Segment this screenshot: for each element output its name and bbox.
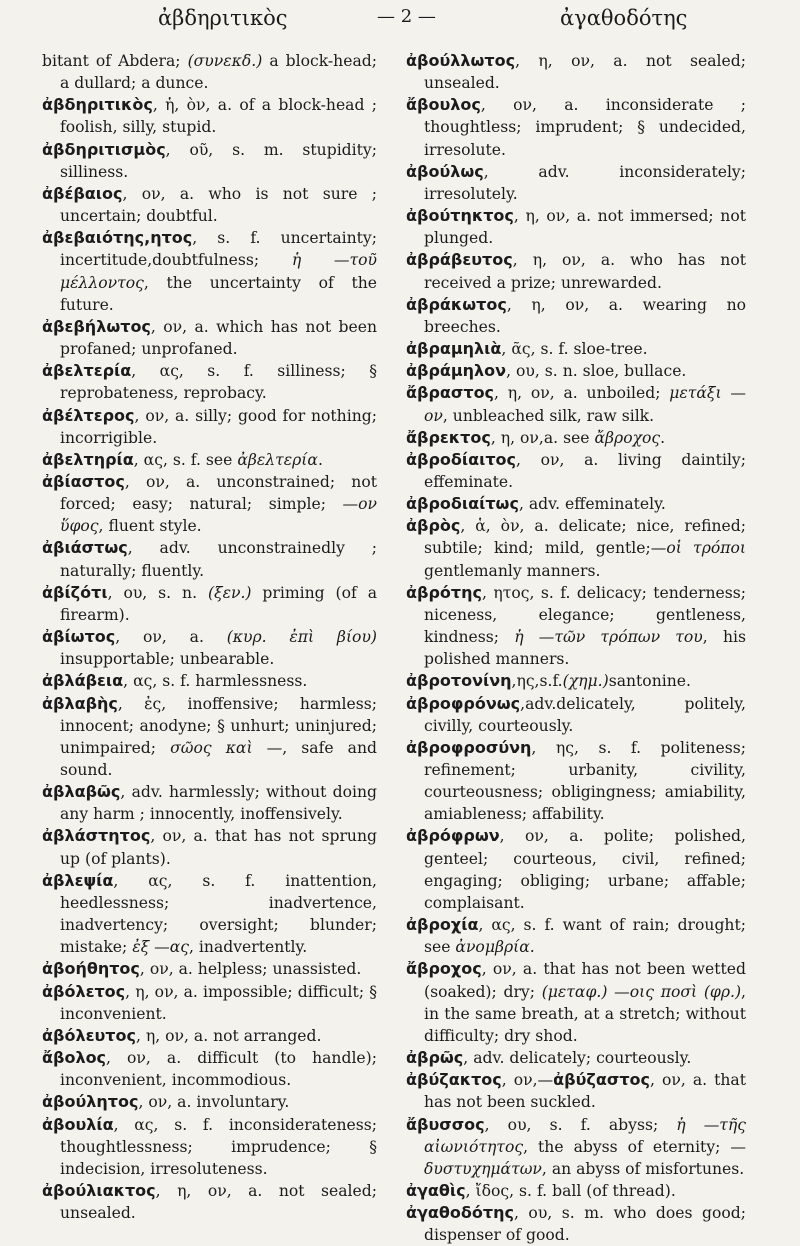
dictionary-entry: ἀβρότης, ητος, s. f. delicacy; tenderness; niceness, elegance; gentleness, kindness; ἡ —τῶν τρόπων του, his polished manners. [406,582,746,669]
dictionary-entry: ἄβουλος, ον, a. inconsiderate ; thoughtless; imprudent; § undecided, irresolute. [406,95,746,159]
dictionary-entry: ἀβιάστως, adv. unconstrainedly ; naturally; fluently. [42,538,377,580]
dictionary-entry: ἀβδηριτικὸς, ἡ, ὸν, a. of a block-head ; foolish, silly, stupid. [42,95,377,137]
dictionary-entry: ἀβίαστος, ον, a. unconstrained; not forced; easy; natural; simple; —ον ὕφος, fluent style. [42,471,377,536]
dictionary-entry: ἀβράβευτος, η, ον, a. who has not received a prize; unrewarded. [406,250,746,292]
dictionary-entry: ἀβύζακτος, ον,—ἀβύζαστος, ον, a. that has not been suckled. [406,1070,746,1112]
dictionary-entry: ἀβλαβῶς, adv. harmlessly; without doing any harm ; innocently, inoffensively. [42,782,377,824]
dictionary-entry: ἀβούτηκτος, η, ον, a. not immersed; not plunged. [406,206,746,248]
dictionary-entry: ἀβούλιακτος, η, ον, a. not sealed; unsealed. [42,1180,377,1223]
dictionary-entry: ἄβραστος, η, ον, a. unboiled; μετάξι —ον, unbleached silk, raw silk. [406,383,746,425]
dictionary-entry: ἄβροχος, ον, a. that has not been wetted (soaked); dry; (μεταφ.) —οις ποσὶ (φρ.), in the same breath, at a stretch; without difficulty; dry shod. [406,959,746,1045]
header-left-guideword: ἀβδηριτικὸς [158,6,288,30]
dictionary-entry: ἀβελτηρία, ας, s. f. see ἀβελτερία. [42,449,323,469]
dictionary-entry: ἀβοήθητος, ον, a. helpless; unassisted. [42,959,362,979]
dictionary-entry: ἀβροτονίνη,ης,s.f.(χημ.)santonine. [406,671,691,691]
dictionary-entry: ἀβροφρόνως,adv.delicately, politely, civilly, courteously. [406,693,746,735]
dictionary-entry: ἀβράμηλον, ου, s. n. sloe, bullace. [406,361,687,381]
dictionary-entry: ἀβράκωτος, η, ον, a. wearing no breeches. [406,294,746,336]
dictionary-entry: ἀγαθοδότης, ου, s. m. who does good; dispenser of good. [406,1203,746,1245]
dictionary-entry: ἄβυσσος, ου, s. f. abyss; ἡ —τῆς αἰωνιότητος, the abyss of eternity; —δυστυχημάτων, an abyss of misfortunes. [406,1114,746,1178]
dictionary-entry: ἄβρεκτος, η, ον,a. see ἄβροχος. [406,427,666,447]
dictionary-entry: ἀβόλετος, η, ον, a. impossible; difficult; § inconvenient. [42,981,377,1023]
dictionary-entry: ἀβραμηλιὰ, ᾶς, s. f. sloe-tree. [406,339,648,359]
dictionary-entry: ἀβροδιαίτως, adv. effeminately. [406,494,666,514]
dictionary-entry: ἀβέλτερος, ον, a. silly; good for nothing; incorrigible. [42,405,377,447]
page-header [0,6,800,36]
left-column [42,50,377,1224]
dictionary-entry: ἀβρῶς, adv. delicately; courteously. [406,1048,692,1068]
dictionary-entry: ἄβολος, ον, a. difficult (to handle); inconvenient, incommodious. [42,1048,377,1090]
header-right-guideword: ἀγαθοδότης [560,6,688,30]
dictionary-entry: ἀβδηριτισμὸς, οῦ, s. m. stupidity; silliness. [42,139,377,181]
dictionary-entry: ἀβελτερία, ας, s. f. silliness; § reprobateness, reprobacy. [42,361,377,403]
dictionary-entry: bitant of Abdera; (συνεκδ.) a block-head; a dullard; a dunce. [42,52,377,93]
dictionary-entry: ἀβεβήλωτος, ον, a. which has not been profaned; unprofaned. [42,316,377,359]
dictionary-entry: ἀβούλως, adv. inconsiderately; irresolutely. [406,161,746,203]
dictionary-entry: ἀβρόφρων, ον, a. polite; polished, genteel; courteous, civil, refined; engaging; obliging; urbane; affable; complaisant. [406,826,746,912]
dictionary-entry: ἀβλεψία, ας, s. f. inattention, heedlessness; inadvertence, inadvertency; oversight; blunder; mistake; ἐξ —ας, inadvertently. [42,870,377,957]
dictionary-entry: ἀβούλλωτος, η, ον, a. not sealed; unsealed. [406,51,746,93]
dictionary-entry: ἀβουλία, ας, s. f. inconsiderateness; thoughtlessness; imprudence; § indecision, irresoluteness. [42,1114,377,1178]
dictionary-entry: ἀβλάστητος, ον, a. that has not sprung up (of plants). [42,826,377,868]
dictionary-entry: ἀβλαβὴς, ἐς, inoffensive; harmless; innocent; anodyne; § unhurt; uninjured; unimpaired; σῶος καὶ —, safe and sound. [42,693,377,779]
dictionary-entry: ἀβλάβεια, ας, s. f. harmlessness. [42,671,308,691]
dictionary-entry: ἀβίωτος, ον, a. (κυρ. ἐπὶ βίου) insupportable; unbearable. [42,627,378,669]
dictionary-entry: ἀγαθὶς, ἴδος, s. f. ball (of thread). [406,1180,676,1200]
dictionary-entry: ἀβόλευτος, η, ον, a. not arranged. [42,1025,322,1045]
dictionary-entry: ἀβροφροσύνη, ης, s. f. politeness; refinement; urbanity, civility, courteousness; obligingness; amiability, amiableness; affability. [406,737,746,824]
dictionary-entry: ἀβέβαιος, ον, a. who is not sure ; uncertain; doubtful. [42,183,377,226]
right-column [406,50,746,1246]
dictionary-entry: ἀβούλητος, ον, a. involuntary. [42,1092,290,1112]
page-number: — 2 — [377,6,436,27]
dictionary-entry: ἀβρὸς, ἁ, ὸν, a. delicate; nice, refined; subtile; kind; mild, gentle;—οἱ τρόποι gentlemanly manners. [406,516,746,580]
dictionary-entry: ἀβροχία, ας, s. f. want of rain; drought; see ἀνομβρία. [406,915,746,957]
dictionary-entry: ἀβίζότι, ου, s. n. (ξεν.) priming (of a firearm). [42,582,377,624]
dictionary-entry: ἀβροδίαιτος, ον, a. living daintily; effeminate. [406,449,746,491]
dictionary-entry: ἀβεβαιότης,ητος, s. f. uncertainty; incertitude,doubtfulness; ἡ —τοῦ μέλλοντος, the uncertainty of the future. [42,228,377,314]
